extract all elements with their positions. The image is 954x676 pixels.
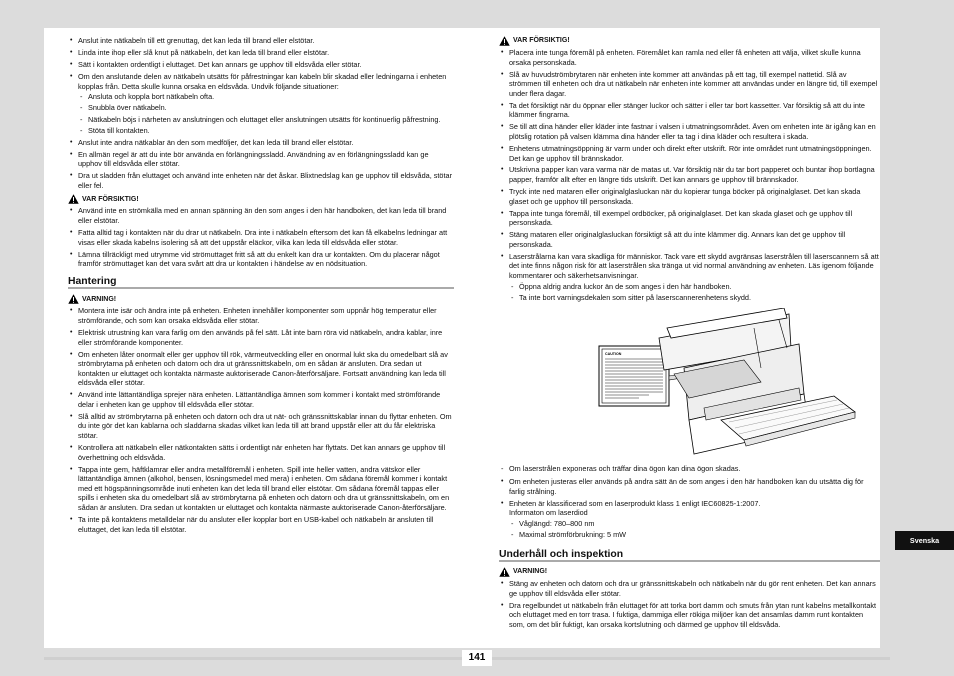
left-column: [68, 36, 454, 537]
laser-info-list: [499, 477, 880, 540]
warning-triangle-icon: [68, 194, 79, 204]
warning-triangle-icon: [499, 36, 510, 46]
section-title-maintenance: Underhåll och inspektion: [499, 550, 880, 563]
situations-list: [78, 92, 454, 135]
list-item-text: Laserstrålarna kan vara skadliga för människor. Tack vare ett skydd avgränsas laserstrålen till laserscannern så att det inte finns någon risk för att laserstrålen ska tränga ut vid normal användning av enheten. Läs igenom följande kommentarer och säkerhetsanvisningar.: [509, 251, 879, 280]
warning-list: [499, 579, 880, 629]
warning-label: VARNING!: [82, 295, 117, 303]
list-item: • Tryck inte ned mataren eller originalglasluckan när du kopierar tunga böcker på originalglaset. Det kan skada glaset och ge upphov till personskada.: [499, 187, 880, 206]
laser-notes-list: [509, 282, 880, 303]
list-item: • Ta inte på kontaktens metalldelar när du ansluter eller kopplar bort en USB-kabel och nätkabeln är ansluten till eluttaget, det kan leda till elstötar.: [68, 515, 454, 534]
warning-triangle-icon: [499, 567, 510, 577]
list-item: • Anslut inte andra nätkablar än den som medföljer, det kan leda till brand eller elstötar.: [68, 138, 454, 148]
laser-specs-list: [509, 519, 880, 540]
warning-list: [68, 306, 454, 534]
list-item-text: Om den anslutande delen av nätkabeln utsätts för påfrestningar kan kabeln blir skadad eller ledningarna i enheten kopplas från. Detta skulle kunna orsaka en eldsvåda. Undvik följande situationer:: [78, 71, 447, 91]
list-item: • Sätt i kontakten ordentligt i eluttaget. Det kan annars ge upphov till eldsvåda eller stötar.: [68, 60, 454, 70]
caution-list: [499, 48, 880, 302]
list-item-text: • Enheten är klassificerad som en laserprodukt klass 1 enligt IEC60825-1:2007.: [509, 498, 761, 508]
language-tab[interactable]: Svenska: [895, 531, 954, 550]
figure-note-list: [499, 464, 880, 474]
list-item: [499, 252, 880, 303]
label-caution-text: CAUTION: [605, 352, 622, 357]
list-item: • Lämna tillräckligt med utrymme vid strömuttaget fritt så att du enkelt kan dra ur kontakten. Om du placerar något framför strömuttaget kan det vara svårt att dra ur kontakten i händelse av en nödsituation.: [68, 250, 454, 269]
sub-list-item: - Snubbla över nätkabeln.: [78, 103, 454, 113]
list-item: • Dra ut sladden från eluttaget och använd inte enheten när det åskar. Blixtnedslag kan ge upphov till eldsvåda, stötar eller fel.: [68, 171, 454, 190]
warning-heading: [499, 567, 880, 577]
manual-page: [44, 28, 890, 648]
list-item: • Utskrivna papper kan vara varma när de matas ut. Var försiktig när du tar bort papperet och buntar ihop bortlagna papper, framför allt efter en längre tids utskrift. Det kan annars ge upphov till brännskador.: [499, 165, 880, 184]
list-item: [499, 499, 880, 540]
list-item: • Linda inte ihop eller slå knut på nätkabeln, det kan leda till brand eller elstötar.: [68, 48, 454, 58]
printer-illustration: [499, 308, 880, 456]
list-item: • Kontrollera att nätkabeln eller nätkontakten sätts i ordentligt när enheten har flyttats. Det kan annars ge upphov till överhettning och eldsvåda.: [68, 443, 454, 462]
caution-heading: [499, 36, 880, 46]
list-item: [68, 72, 454, 135]
list-item: • Stäng av enheten och datorn och dra ur gränssnittskabeln och nätkabeln när du gör rent enheten. Det kan annars ge upphov till eldsvåda eller stötar.: [499, 579, 880, 598]
caution-label: VAR FÖRSIKTIG!: [513, 37, 570, 45]
list-item: • Om enheten justeras eller används på andra sätt än de som anges i den här handboken kan du utsätta dig för farlig strålning.: [499, 477, 880, 496]
list-item: • Dra regelbundet ut nätkabeln från eluttaget för att torka bort damm och smuts från ytan runt kabelns metallkontakt och eluttaget med en torr trasa. I fuktiga, dammiga eller rökiga miljöer kan det ansamlas damm runt kontakten som, om det blir fuktigt, kan orsaka kortslutning och därmed ge upphov till eldsvåda.: [499, 601, 880, 630]
printer-laser-figure: [499, 308, 880, 456]
list-item: • Använd inte en strömkälla med en annan spänning än den som anges i den här handboken, det kan leda till brand eller elstötar.: [68, 206, 454, 225]
sub-list-item: - Ansluta och koppla bort nätkabeln ofta.: [78, 92, 454, 102]
list-item: • Stäng mataren eller originalglasluckan försiktigt så att du inte klämmer dig. Annars kan det ge upphov till personskada.: [499, 230, 880, 249]
sub-list-item: - Öppna aldrig andra luckor än de som anges i den här handboken.: [509, 282, 880, 292]
sub-list-item: - Maximal strömförbrukning: 5 mW: [509, 530, 880, 540]
list-item: • Slå alltid av strömbrytarna på enheten och datorn och dra ut nät- och gränssnittskablar innan du flyttar enheten. Om du inte gör det kan kablarna och sladdarna skadas vilket kan leda till att brand uppstår eller att du får elektriska stötar.: [68, 412, 454, 441]
sub-list-item: - Nätkabeln böjs i närheten av anslutningen och eluttaget eller anslutningen utsätts för kontinuerlig påfrestning.: [78, 115, 454, 125]
warning-heading: [68, 294, 454, 304]
laser-info-title: Informaton om laserdiod: [509, 508, 588, 518]
sub-list-item: - Om laserstrålen exponeras och träffar dina ögon kan dina ögon skadas.: [499, 464, 880, 474]
list-item: • Placera inte tunga föremål på enheten. Föremålet kan ramla ned eller få enheten att välja, vilket skulle kunna orsaka personskada.: [499, 48, 880, 67]
sub-list-item: - Stöta till kontakten.: [78, 126, 454, 136]
warning-triangle-icon: [68, 294, 79, 304]
page-edge: [880, 28, 890, 648]
list-item: • Tappa inte gem, häftklamrar eller andra metallföremål i enheten. Spill inte heller vatten, andra vätskor eller lättantändliga ämnen (alkohol, bensen, lösningsmedel med mera) i enheten. Om sådana föremål kommer i kontakt med ett högspänningsområde inuti enheten kan det leda till brand eller elstötar. Om sådana föremål tappas eller spills i enheten ska du omedelbart slå av strömbrytarna på enheten och datorn och dra ut gränssnittskabeln, om en sådan är ansluten. Dra sedan ut kontakten ur eluttaget och kontakta närmaste auktoriserade Canon-återförsäljare.: [68, 465, 454, 513]
list-item: • Montera inte isär och ändra inte på enheten. Enheten innehåller komponenter som uppnår hög temperatur eller strömförande, och som kan orsaka eldsvåda eller stötar.: [68, 306, 454, 325]
intro-list: [68, 36, 454, 190]
sub-list-item: - Ta inte bort varningsdekalen som sitter på laserscannerenhetens skydd.: [509, 293, 880, 303]
list-item: • Anslut inte nätkabeln till ett grenuttag, det kan leda till brand eller elstötar.: [68, 36, 454, 46]
list-item: • Om enheten låter onormalt eller ger upphov till rök, värmeutveckling eller en onormal lukt ska du omedelbart slå av strömbrytarna på enheten och datorn och dra ut gränssnittskabeln, om en sådan är ansluten. Dra sedan ut kontakten ur eluttaget och kontakta närmaste auktoriserade Canon-återförsäljare. Fortsatt användning kan leda till eldsvåda eller stötar.: [68, 350, 454, 388]
list-item: • Använd inte lättantändliga sprejer nära enheten. Lättantändliga ämnen som kommer i kontakt med strömförande delar i enheten kan ge upphov till eldsvåda eller stötar.: [68, 390, 454, 409]
list-item: • Tappa inte tunga föremål, till exempel ordböcker, på originalglaset. Det kan skada glaset och ge upphov till personskada.: [499, 209, 880, 228]
list-item: • Slå av huvudströmbrytaren när enheten inte kommer att användas på ett tag, till exempel nattetid. Slå av strömmen till enheten och dra ut nätkabeln när enheten inte kommer att användas under en längre tid, till exempel under flera dagar.: [499, 70, 880, 99]
caution-label: VAR FÖRSIKTIG!: [82, 195, 139, 203]
list-item: • Elektrisk utrustning kan vara farlig om den används på fel sätt. Låt inte barn röra vid nätkabeln, andra kablar, inre eller strömförande komponenter.: [68, 328, 454, 347]
caution-list: [68, 206, 454, 268]
list-item: • Fatta alltid tag i kontakten när du drar ut nätkabeln. Dra inte i nätkabeln eftersom det kan få elkabelns ledningar att visas eller skada kabelns isolering så att det uppstår eläckor, vilka kan leda till eldsvåda eller stötar.: [68, 228, 454, 247]
page-number: 141: [462, 650, 492, 666]
list-item: • Se till att dina händer eller kläder inte fastnar i valsen i utmatningsområdet. Även om enheten inte är igång kan en plötslig rotation på valsen klämma dina händer eller ta tag i dina kläder och resultera i skada.: [499, 122, 880, 141]
caution-heading: [68, 194, 454, 204]
list-item: • Ta det försiktigt när du öppnar eller stänger luckor och sätter i eller tar bort kassetter. Var försiktig så att du inte klämmer fingrarna.: [499, 101, 880, 120]
warning-label: VARNING!: [513, 568, 548, 576]
list-item: • En allmän regel är att du inte bör använda en förlängningssladd. Användning av en förlängningssladd kan ge upphov till eldsvåda eller stötar.: [68, 150, 454, 169]
section-title-handling: Hantering: [68, 277, 454, 290]
sub-list-item: - Våglängd: 780–800 nm: [509, 519, 880, 529]
list-item: • Enhetens utmatningsöppning är varm under och direkt efter utskrift. Rör inte området runt utmatningsöppningen. Det kan ge upphov till brännskador.: [499, 144, 880, 163]
right-column: [499, 36, 880, 632]
